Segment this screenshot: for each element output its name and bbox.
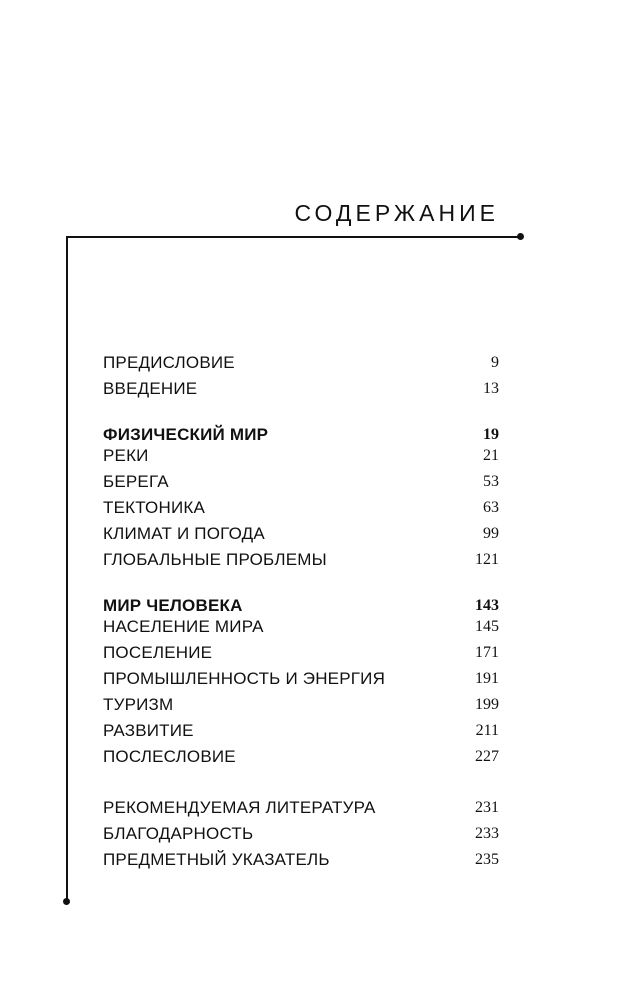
toc-entry-page: 211 — [475, 722, 499, 739]
toc-entry-tourism[interactable] — [103, 694, 499, 718]
page-title: СОДЕРЖАНИЕ — [294, 200, 499, 226]
toc-entry-index[interactable] — [103, 849, 499, 873]
toc-entry-page: 191 — [475, 670, 499, 687]
toc-entry-page: 199 — [475, 696, 499, 713]
toc-entry-label: ПОСЛЕСЛОВИЕ — [103, 747, 236, 766]
toc-entry-preface[interactable] — [103, 352, 499, 376]
toc-entry-label: РЕКИ — [103, 446, 149, 465]
toc-section-page: 143 — [475, 597, 499, 614]
toc-entry-acknowledgements[interactable] — [103, 823, 499, 847]
toc-entry-page: 63 — [483, 499, 499, 516]
toc-entry-label: РАЗВИТИЕ — [103, 721, 194, 740]
toc-entry-label: РЕКОМЕНДУЕМАЯ ЛИТЕРАТУРА — [103, 798, 376, 817]
toc-section-label: ФИЗИЧЕСКИЙ МИР — [103, 425, 269, 444]
toc-entry-global-problems[interactable] — [103, 549, 499, 573]
toc-entry-label: КЛИМАТ И ПОГОДА — [103, 524, 265, 543]
toc-entry-further-reading[interactable] — [103, 797, 499, 821]
toc-entry-rivers[interactable] — [103, 445, 499, 469]
toc-entry-page: 231 — [475, 799, 499, 816]
toc-entry-settlement[interactable] — [103, 642, 499, 666]
toc-entry-label: ТЕКТОНИКА — [103, 498, 206, 517]
toc-entry-afterword[interactable] — [103, 746, 499, 770]
toc-entry-label: ПРОМЫШЛЕННОСТЬ И ЭНЕРГИЯ — [103, 669, 386, 688]
toc-entry-label: ПРЕДИСЛОВИЕ — [103, 353, 235, 372]
toc-entry-label: ГЛОБАЛЬНЫЕ ПРОБЛЕМЫ — [103, 550, 327, 569]
toc-entry-page: 235 — [475, 851, 499, 868]
toc-entry-label: БЛАГОДАРНОСТЬ — [103, 824, 254, 843]
toc-entry-page: 145 — [475, 618, 499, 635]
toc-entry-label: ПОСЕЛЕНИЕ — [103, 643, 213, 662]
toc-entry-label: ВВЕДЕНИЕ — [103, 379, 198, 398]
toc-entry-page: 121 — [475, 551, 499, 568]
toc-section-page: 19 — [483, 426, 499, 443]
toc-section-label: МИР ЧЕЛОВЕКА — [103, 596, 243, 615]
toc-entry-page: 171 — [475, 644, 499, 661]
toc-entry-page: 233 — [475, 825, 499, 842]
toc-entry-page: 21 — [483, 447, 499, 464]
toc-entry-page: 9 — [491, 354, 499, 371]
toc-entry-population[interactable] — [103, 616, 499, 640]
toc-entry-label: ТУРИЗМ — [103, 695, 174, 714]
toc-entry-page: 99 — [483, 525, 499, 542]
toc-entry-page: 53 — [483, 473, 499, 490]
toc-entry-page: 227 — [475, 748, 499, 765]
toc-entry-page: 13 — [483, 380, 499, 397]
toc-entry-tectonics[interactable] — [103, 497, 499, 521]
toc-entry-label: НАСЕЛЕНИЕ МИРА — [103, 617, 264, 636]
toc-entry-coasts[interactable] — [103, 471, 499, 495]
toc-entry-development[interactable] — [103, 720, 499, 744]
toc-entry-label: ПРЕДМЕТНЫЙ УКАЗАТЕЛЬ — [103, 850, 330, 869]
toc-entry-label: БЕРЕГА — [103, 472, 169, 491]
toc-entry-climate[interactable] — [103, 523, 499, 547]
toc-entry-industry-energy[interactable] — [103, 668, 499, 692]
toc-entry-introduction[interactable] — [103, 378, 499, 402]
